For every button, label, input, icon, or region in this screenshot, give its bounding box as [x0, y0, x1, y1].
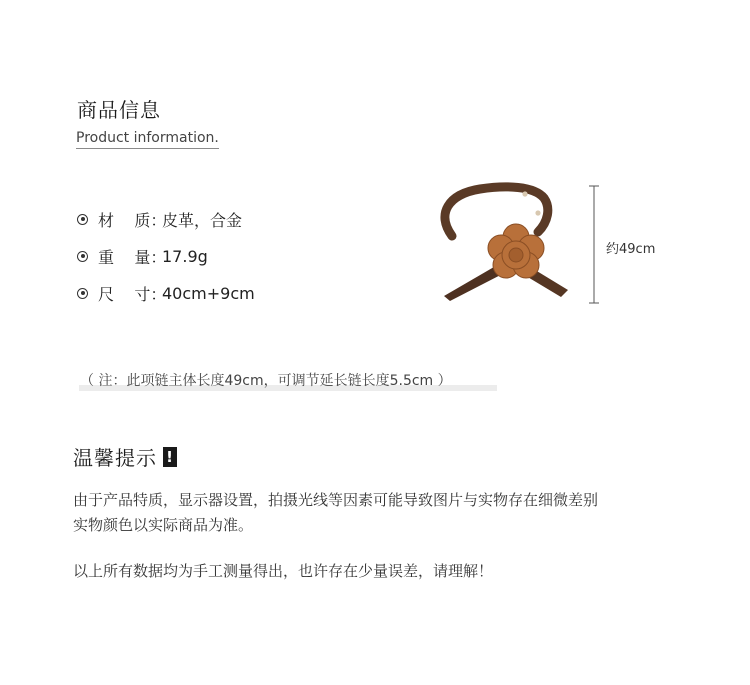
bullet-icon [77, 288, 88, 299]
spec-value: 40cm+9cm [162, 283, 255, 303]
dimension-label: 约49cm [606, 242, 656, 257]
strap-rivet [535, 210, 540, 215]
product-image-flower-choker [430, 180, 610, 310]
spec-row-size [77, 282, 255, 304]
spec-label: 尺 寸： [98, 284, 167, 304]
spec-value: 皮革，合金 [162, 210, 243, 230]
choker-strap-band [445, 187, 548, 236]
spec-value: 17.9g [162, 246, 208, 266]
tips-paragraph-line: 实物颜色以实际商品为准。 [73, 516, 254, 534]
strap-rivet [522, 191, 527, 196]
bullet-icon [77, 251, 88, 262]
spec-row-weight [77, 245, 208, 267]
section-subtitle-product-info: Product information. [76, 130, 219, 149]
tips-paragraph-measurement: 以上所有数据均为手工测量得出，也许存在少量误差，请理解！ [73, 562, 494, 580]
section-title-tips [73, 442, 177, 471]
spec-row-material [77, 208, 242, 230]
spec-label: 材 质： [98, 210, 167, 230]
length-note: （ 注：此项链主体长度49cm，可调节延长链长度5.5cm ） [80, 373, 452, 389]
bullet-icon [77, 214, 88, 225]
tips-paragraph-color-difference [73, 488, 693, 538]
tips-title-text: 温馨提示 [73, 446, 157, 470]
exclamation-icon: ! [163, 447, 177, 467]
spec-label: 重 量： [98, 247, 167, 267]
tips-paragraph-line: 由于产品特质，显示器设置，拍摄光线等因素可能导致图片与实物存在细微差别 [73, 491, 599, 509]
section-title-product-info: 商品信息 [77, 98, 161, 122]
